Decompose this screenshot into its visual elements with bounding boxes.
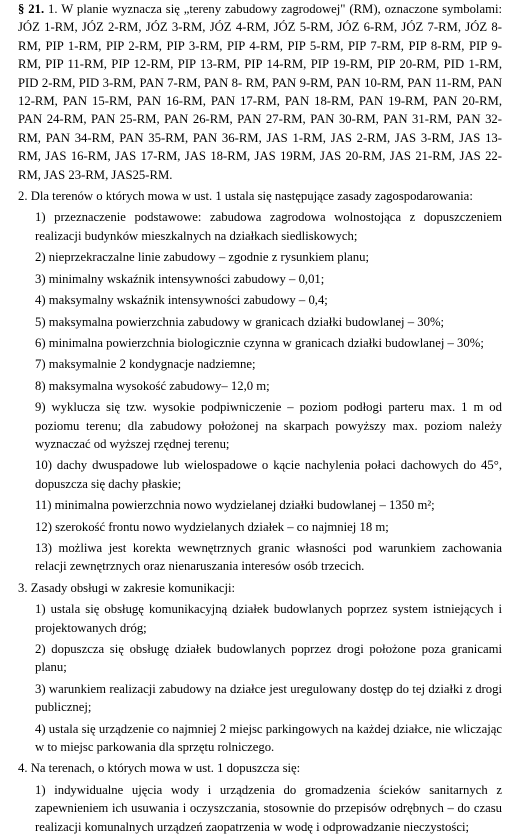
point-4-heading: 4. Na terenach, o których mowa w ust. 1 dopuszcza się: [18,761,301,776]
point-3-item: 2) dopuszcza się obsługę działek budowlanych poprzez drogi położone poza granicami planu; [35,642,502,675]
point-2-item: 1) przeznaczenie podstawowe: zabudowa zagrodowa wolnostojąca z dopuszczeniem realizacji budynków mieszkalnych na działkach siedliskowych; [35,210,502,243]
point-3-item: 3) warunkiem realizacji zabudowy na działce jest uregulowany dostęp do tej działki z drogi publicznej; [35,681,502,715]
point-2-item: 10) dachy dwuspadowe lub wielospadowe o kącie nachylenia połaci dachowych do 45°, dopuszcza się dachy płaskie; [35,458,502,491]
point-2-item: 5) maksymalna powierzchnia zabudowy w granicach działki budowlanej – 30%; [35,314,445,329]
point-2-item: 6) minimalna powierzchnia biologicznie czynna w granicach działki budowlanej – 30%; [35,335,484,350]
point-2-item: 2) nieprzekraczalne linie zabudowy – zgodnie z rysunkiem planu; [35,250,369,265]
point-2-item: 12) szerokość frontu nowo wydzielanych działek – co najmniej 18 m; [35,519,389,534]
point-4-item: 1) indywidualne ujęcia wody i urządzenia do gromadzenia ścieków sanitarnych z zapewnieniem ich usuwania i oczyszczania, stosownie do przepisów odrębnych – do czasu realizacji komunalnych urządzeń zaopatrzenia w wodę i odprowadzanie nieczystości; [35,782,502,834]
point-2-item: 4) maksymalny wskaźnik intensywności zabudowy – 0,4; [35,293,328,308]
point-2-item: 13) możliwa jest korekta wewnętrznych granic własności pod warunkiem zachowania relacji zewnętrznych oraz nienaruszania interesów osób trzecich. [35,540,502,574]
point-3-heading: 3. Zasady obsługi w zakresie komunikacji: [18,580,236,595]
point-2-item: 7) maksymalnie 2 kondygnacje nadziemne; [35,357,256,372]
section-number: § 21. [18,2,45,16]
point-2-heading: 2. Dla terenów o których mowa w ust. 1 ustala się następujące zasady zagospodarowania: [18,189,473,204]
point-2-item: 11) minimalna powierzchnia nowo wydzielanej działki budowlanej – 1350 m²; [35,498,435,513]
point-3-item: 1) ustala się obsługę komunikacyjną działek budowlanych poprzez system istniejących i projektowanych dróg; [35,602,502,635]
point-3-item: 4) ustala się urządzenie co najmniej 2 miejsc parkingowych na każdej działce, nie wliczając w to miejsc parkowania dla sprzętu rolniczego. [35,721,502,755]
point-2-item: 8) maksymalna wysokość zabudowy– 12,0 m; [35,378,270,393]
point-2-item: 9) wyklucza się tzw. wysokie podpiwniczenie – poziom podłogi parteru max. 1 m od poziomu terenu; dla zabudowy położonej na skarpach powyższy max. poziom należy wyznaczać od wyższej rzędnej terenu; [35,400,502,451]
section-heading: 1. W planie wyznacza się „tereny zabudowy zagrodowej" (RM), oznaczone symbolami: JÓZ 1-RM, JÓZ 2-RM, JÓZ 3-RM, JÓZ 4-RM, JÓZ 5-RM, JÓZ 6-RM, JÓZ 7-RM, JÓZ 8-RM, PIP 1-RM, PIP 2-RM, PIP 3-RM, PIP 4-RM, PIP 5-RM, PIP 7-RM, PIP 8-RM, PIP 9-RM, PIP 11-RM, PIP 12-RM, PIP 13-RM, PIP 14-RM, PIP 19-RM, PIP 20-RM, PID 1-RM, PID 2-RM, PID 3-RM, PAN 7-RM, PAN 8- RM, PAN 9-RM, PAN 10-RM, PAN 11-RM, PAN 12-RM, PAN 15-RM, PAN 16-RM, PAN 17-RM, PAN 18-RM, PAN 19-RM, PAN 20-RM, PAN 24-RM, PAN 25-RM, PAN 26-RM, PAN 27-RM, PAN 30-RM, PAN 31-RM, PAN 32-RM, PAN 34-RM, PAN 35-RM, PAN 36-RM, JAS 1-RM, JAS 2-RM, JAS 3-RM, JAS 13-RM, JAS 16-RM, JAS 17-RM, JAS 18-RM, JAS 19RM, JAS 20-RM, JAS 21-RM, JAS 22-RM, JAS 23-RM, JAS25-RM. [18,2,503,182]
section-21-paragraph [18,0,502,184]
point-2-item: 3) minimalny wskaźnik intensywności zabudowy – 0,01; [35,271,325,286]
document-body [18,0,502,839]
